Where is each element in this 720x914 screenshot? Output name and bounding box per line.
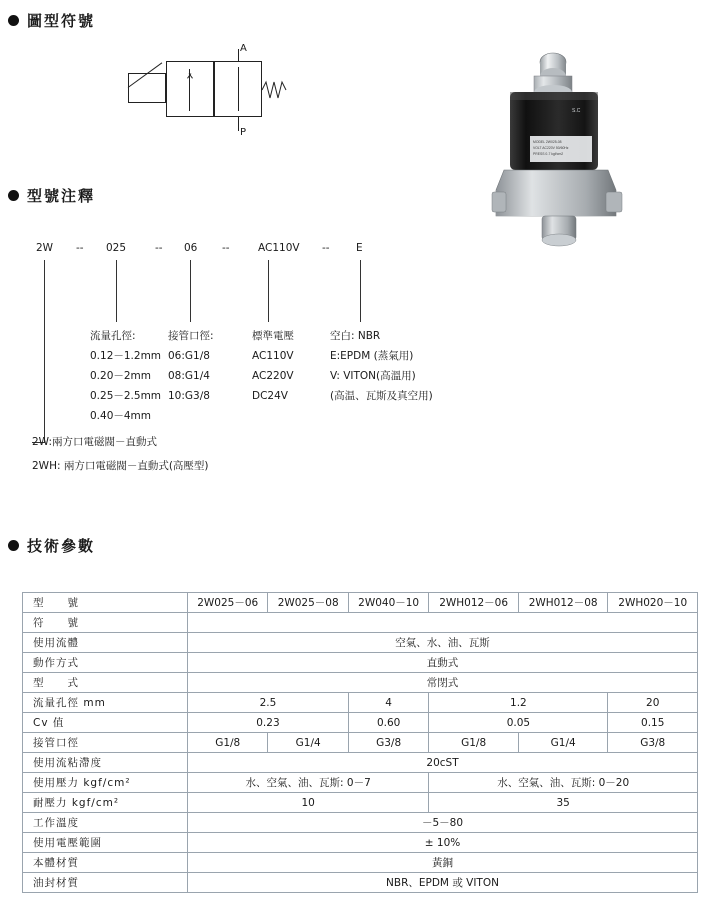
section-header-spec (8, 535, 95, 556)
model-header-2: 2W040－10 (348, 593, 428, 613)
row-cell: G3∕8 (348, 733, 428, 753)
row-cell: NBR、EPDM 或 VITON (188, 873, 698, 893)
row-cell: G3∕8 (608, 733, 698, 753)
symbol-diagram (118, 43, 278, 144)
row-label: Cv 值 (23, 713, 188, 733)
table-row (23, 793, 698, 813)
table-row (23, 853, 698, 873)
svg-text:VOLT AC220V 50/60Hz: VOLT AC220V 50/60Hz (533, 146, 569, 150)
row-cell: 0.23 (188, 713, 349, 733)
row-cell: 1.2 (429, 693, 608, 713)
model-column-0 (90, 326, 161, 426)
model-note-0: 2W:兩方口電磁閥－直動式 (32, 436, 157, 448)
table-row (23, 693, 698, 713)
model-header-5: 2WH020－10 (608, 593, 698, 613)
svg-text:PRESS 0-7 kgf/cm2: PRESS 0-7 kgf/cm2 (533, 152, 564, 156)
model-col0-item-2: 0.25－2.5mm (90, 390, 162, 402)
row-cell: 0.05 (429, 713, 608, 733)
symbol-block-vert (238, 67, 239, 111)
row-label: 使用壓力 kgf∕cm² (23, 773, 188, 793)
table-row (23, 633, 698, 653)
model-column-3 (330, 326, 433, 406)
row-label: 使用電壓範圍 (23, 833, 188, 853)
symbol-port-a-stem (238, 49, 239, 61)
model-col2-header: 標準電壓 (252, 330, 294, 342)
svg-text:S.C: S.C (572, 108, 581, 114)
row-cell: 20 (608, 693, 698, 713)
row-label: 流量孔徑 mm (23, 693, 188, 713)
model-token-3: AC110V (258, 242, 300, 254)
model-col3-item-2: (高温、瓦斯及真空用) (330, 390, 433, 402)
model-col1-item-1: 08:G1∕4 (168, 370, 210, 382)
row-cell: G1∕4 (268, 733, 348, 753)
leader-line-2 (190, 260, 191, 322)
section-title-symbol: 圖型符號 (27, 12, 96, 30)
section-header-model-code (8, 185, 95, 206)
model-header-3: 2WH012－06 (429, 593, 519, 613)
row-cell: ± 10% (188, 833, 698, 853)
svg-text:MODEL 2W025-08: MODEL 2W025-08 (533, 140, 562, 144)
table-row (23, 713, 698, 733)
model-column-2 (252, 326, 294, 406)
model-col2-item-2: DC24V (252, 390, 288, 402)
table-row (23, 653, 698, 673)
model-col0-header: 流量孔徑: (90, 330, 136, 342)
row-cell: 水、空氣、油、瓦斯: 0－20 (429, 773, 698, 793)
row-label: 本體材質 (23, 853, 188, 873)
row-cell: G1∕8 (429, 733, 519, 753)
model-sep-0: -- (76, 242, 84, 254)
model-sep-2: -- (222, 242, 230, 254)
row-cell (188, 613, 698, 633)
leader-line-4 (360, 260, 361, 322)
model-header-1: 2W025－08 (268, 593, 348, 613)
leader-line-0 (44, 260, 45, 442)
row-label: 使用流粘滯度 (23, 753, 188, 773)
table-row (23, 873, 698, 893)
row-cell: 直動式 (188, 653, 698, 673)
symbol-port-p-label: P (240, 127, 247, 138)
symbol-solenoid-box (128, 73, 166, 103)
section-header-symbol (8, 10, 95, 31)
row-cell: －5－80 (188, 813, 698, 833)
row-label: 工作溫度 (23, 813, 188, 833)
table-row (23, 613, 698, 633)
row-cell: 35 (429, 793, 698, 813)
model-col0-item-0: 0.12－1.2mm (90, 350, 162, 362)
symbol-spring-icon (262, 78, 288, 102)
row-cell: 10 (188, 793, 429, 813)
model-col2-item-0: AC110V (252, 350, 294, 362)
row-cell: 空氣、水、油、瓦斯 (188, 633, 698, 653)
table-row (23, 833, 698, 853)
row-cell: 0.60 (348, 713, 428, 733)
row-cell: 水、空氣、油、瓦斯: 0－7 (188, 773, 429, 793)
model-note-1: 2WH: 兩方口電磁閥－直動式(高壓型) (32, 460, 209, 472)
model-sep-3: -- (322, 242, 330, 254)
row-label: 耐壓力 kgf∕cm² (23, 793, 188, 813)
model-col3-header: 空白: NBR (330, 330, 381, 342)
model-sep-1: -- (155, 242, 163, 254)
model-col1-item-2: 10:G3∕8 (168, 390, 210, 402)
model-col0-item-1: 0.20－2mm (90, 370, 152, 382)
row-label: 符 號 (23, 613, 188, 633)
section-title-model-code: 型號注釋 (27, 187, 96, 205)
bullet-icon (8, 15, 19, 26)
symbol-port-p-stem (238, 117, 239, 131)
row-cell: 20cST (188, 753, 698, 773)
model-col2-item-1: AC220V (252, 370, 294, 382)
table-row (23, 753, 698, 773)
model-col1-header: 接管口徑: (168, 330, 214, 342)
bullet-icon (8, 540, 19, 551)
row-cell: 黃銅 (188, 853, 698, 873)
row-cell: 常閉式 (188, 673, 698, 693)
symbol-port-a-label: A (240, 43, 247, 54)
row-cell: 2.5 (188, 693, 349, 713)
model-token-2: 06 (184, 242, 198, 254)
spec-table-body (23, 593, 698, 893)
model-token-0: 2W (36, 242, 54, 254)
model-col3-item-1: V: VITON(高溫用) (330, 370, 416, 382)
row-cell: 4 (348, 693, 428, 713)
section-title-spec: 技術參數 (27, 537, 96, 555)
model-col0-item-3: 0.40－4mm (90, 410, 152, 422)
product-photo (490, 40, 660, 255)
table-row (23, 673, 698, 693)
table-row (23, 733, 698, 753)
symbol-box-left (166, 61, 214, 117)
model-col3-item-0: E:EPDM (蒸氣用) (330, 350, 414, 362)
row-cell: G1∕8 (188, 733, 268, 753)
spec-table (22, 592, 698, 893)
model-header-4: 2WH012－08 (518, 593, 608, 613)
leader-line-3 (268, 260, 269, 322)
table-row (23, 773, 698, 793)
table-row-header (23, 593, 698, 613)
row-cell: G1∕4 (518, 733, 608, 753)
model-code-chart (0, 230, 720, 500)
model-column-1 (168, 326, 214, 406)
leader-line-1 (116, 260, 117, 322)
row-label: 接管口徑 (23, 733, 188, 753)
bullet-icon (8, 190, 19, 201)
model-header-0: 2W025－06 (188, 593, 268, 613)
model-col1-item-0: 06:G1∕8 (168, 350, 210, 362)
model-token-4: E (356, 242, 363, 254)
model-token-1: 025 (106, 242, 127, 254)
row-label: 動作方式 (23, 653, 188, 673)
table-row (23, 813, 698, 833)
row-label: 使用流體 (23, 633, 188, 653)
spec-header-label: 型 號 (23, 593, 188, 613)
row-label: 油封材質 (23, 873, 188, 893)
row-label: 型 式 (23, 673, 188, 693)
row-cell: 0.15 (608, 713, 698, 733)
